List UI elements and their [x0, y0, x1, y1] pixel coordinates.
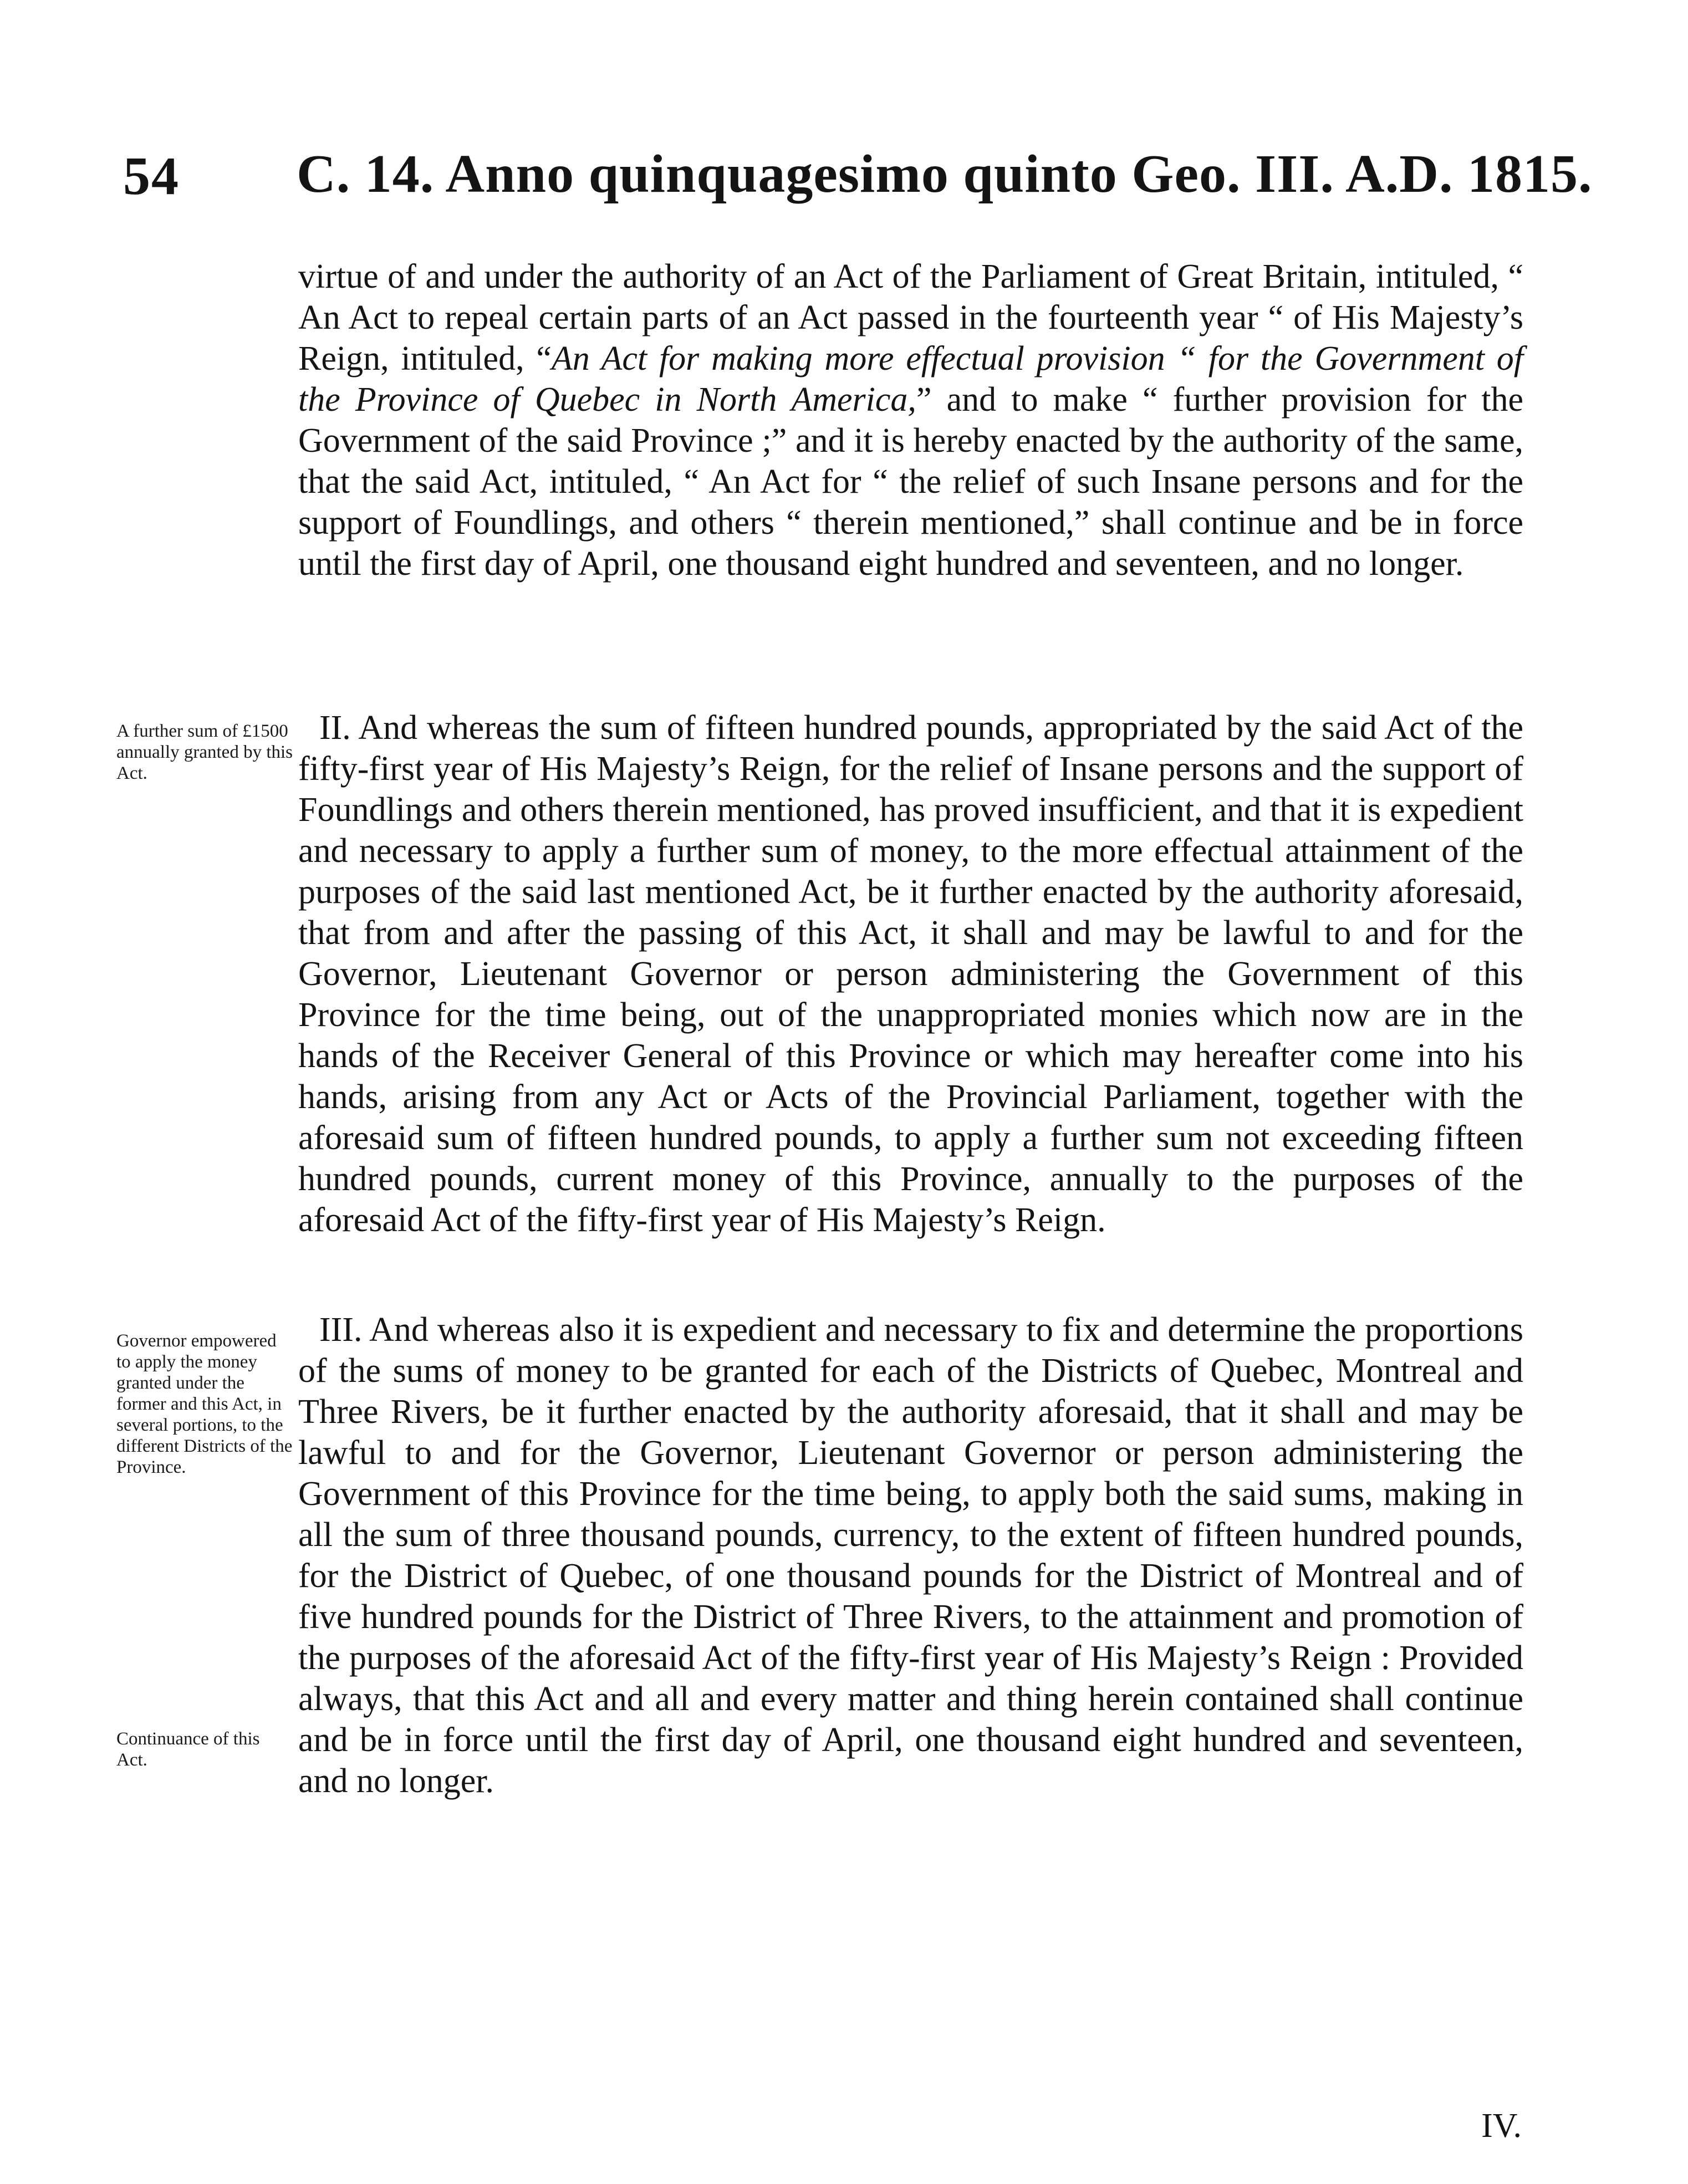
section-3-body: And whereas also it is expedient and necessary to fix and determine the proportions of the sums of money to be granted for each of the Districts of Quebec, Montreal and Three Rivers, be it further enacted by the authority aforesaid, that it shall and may be lawful to and for the Governor, Lieutenant Governor or person administering the Government of this Province for the time being, to apply both the said sums, making in all the sum of three thousand pounds, currency, to the extent of fifteen hundred pounds, for the District of Quebec, of one thousand pounds for the District of Montreal and of five hundred pounds for the District of Three Rivers, to the attainment and promotion of the purposes of the aforesaid Act of the fifty-first year of His Majesty’s Reign : Provided always, that this Act and all and every matter and thing herein contained shall continue and be in force until the first day of April, one thousand eight hundred and seventeen, and no longer.: [298, 1311, 1523, 1800]
section-3-number: III.: [319, 1311, 363, 1349]
margin-note-governor-empowered: Governor empowered to apply the money granted under the former and this Act, in several portions, to the different Districts of the Province.: [116, 1331, 293, 1477]
running-title: C. 14. Anno quinquagesimo quinto Geo. III. A.D. 1815.: [297, 144, 1593, 204]
margin-note-further-sum: A further sum of £1500 annually granted by this Act.: [116, 721, 293, 783]
paragraph-1-part-1: virtue of and under the authority of an Act of the Parliament of Great Britain, intituled, “ An Act to repeal certain parts of an Act passed in the fourteenth year “ of His Majesty’s Reign, intituled, “: [298, 258, 1523, 377]
paragraph-1-text: [298, 256, 1523, 584]
section-2-number: II.: [319, 709, 351, 747]
paragraph-1-italic-title: An Act for making more effectual provision “ for the Government of the Province of Quebec in North America,: [298, 340, 1523, 419]
section-2-body: And whereas the sum of fifteen hundred pounds, appropriated by the said Act of the fifty-first year of His Majesty’s Reign, for the relief of Insane persons and the support of Foundlings and others therein mentioned, has proved insufficient, and that it is expedient and necessary to apply a further sum of money, to the more effectual attainment of the purposes of the said last mentioned Act, be it further enacted by the authority aforesaid, that from and after the passing of this Act, it shall and may be lawful to and for the Governor, Lieutenant Governor or person administering the Government of this Province for the time being, out of the unappropriated monies which now are in the hands of the Receiver General of this Province or which may hereafter come into his hands, arising from any Act or Acts of the Provincial Parliament, together with the aforesaid sum of fifteen hundred pounds, to apply a further sum not exceeding fifteen hundred pounds, current money of this Province, annually to the purposes of the aforesaid Act of the fifty-first year of His Majesty’s Reign.: [298, 709, 1523, 1239]
paragraph-1-part-2: ” and to make “ further provision for the Government of the said Province ;” and it is hereby enacted by the authority of the same, that the said Act, intituled, “ An Act for “ the relief of such Insane persons and for the support of Foundlings, and others “ therein mentioned,” shall continue and be in force until the first day of April, one thousand eight hundred and seventeen, and no longer.: [298, 381, 1523, 583]
section-2: [298, 707, 1523, 1241]
page-number: 54: [123, 146, 180, 206]
section-3-text: [298, 1309, 1523, 1802]
paragraph-continuation: [298, 256, 1523, 584]
section-2-text: [298, 707, 1523, 1241]
catchword: IV.: [1481, 2107, 1522, 2145]
section-3: [298, 1309, 1523, 1802]
margin-note-continuance: Continuance of this Act.: [116, 1729, 260, 1770]
